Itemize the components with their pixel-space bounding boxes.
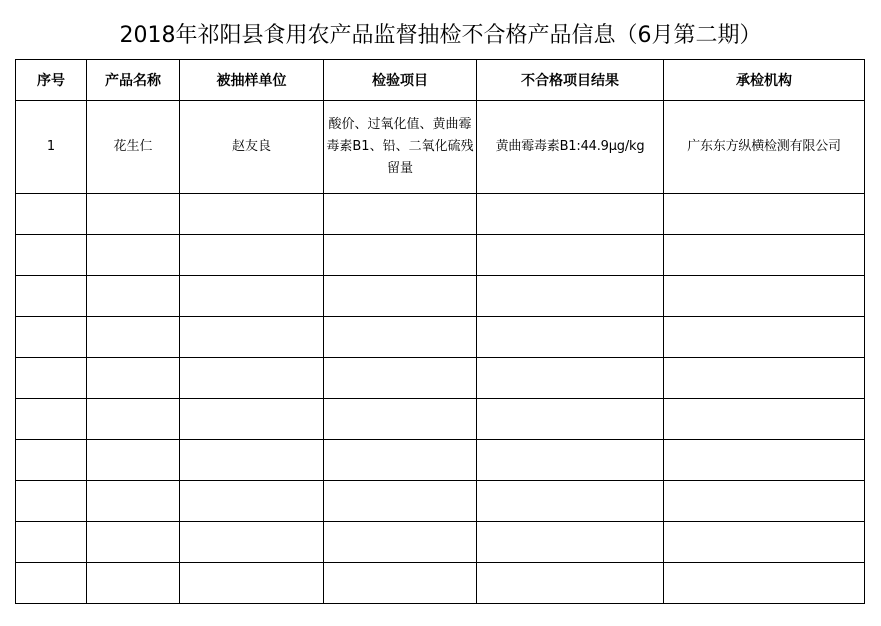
table-row	[16, 101, 865, 194]
header-failed-result: 不合格项目结果	[477, 60, 664, 101]
empty-cell	[664, 317, 865, 358]
inspection-table	[15, 59, 865, 604]
empty-cell	[324, 276, 477, 317]
empty-cell	[180, 317, 324, 358]
empty-cell	[664, 235, 865, 276]
empty-cell	[664, 194, 865, 235]
empty-cell	[477, 481, 664, 522]
empty-cell	[477, 440, 664, 481]
empty-cell	[477, 563, 664, 604]
empty-row	[16, 399, 865, 440]
empty-cell	[664, 522, 865, 563]
empty-cell	[87, 276, 180, 317]
cell-failed-result: 黄曲霉毒素B1:44.9μg/kg	[477, 101, 664, 194]
empty-cell	[180, 276, 324, 317]
empty-cell	[87, 440, 180, 481]
empty-cell	[16, 358, 87, 399]
empty-cell	[664, 563, 865, 604]
empty-row	[16, 317, 865, 358]
empty-cell	[16, 481, 87, 522]
empty-cell	[180, 235, 324, 276]
empty-cell	[16, 440, 87, 481]
empty-cell	[324, 522, 477, 563]
empty-cell	[664, 481, 865, 522]
empty-row	[16, 522, 865, 563]
header-sampled-unit: 被抽样单位	[180, 60, 324, 101]
empty-cell	[664, 440, 865, 481]
empty-row	[16, 440, 865, 481]
empty-cell	[477, 194, 664, 235]
empty-cell	[16, 235, 87, 276]
empty-cell	[180, 481, 324, 522]
empty-row	[16, 563, 865, 604]
empty-cell	[180, 563, 324, 604]
empty-cell	[87, 563, 180, 604]
empty-cell	[664, 358, 865, 399]
empty-cell	[87, 317, 180, 358]
empty-cell	[16, 563, 87, 604]
empty-cell	[477, 276, 664, 317]
empty-cell	[16, 399, 87, 440]
cell-index: 1	[16, 101, 87, 194]
empty-cell	[477, 522, 664, 563]
empty-cell	[180, 522, 324, 563]
empty-cell	[664, 276, 865, 317]
cell-test-items: 酸价、过氧化值、黄曲霉毒素B1、铅、二氧化硫残留量	[324, 101, 477, 194]
empty-cell	[180, 399, 324, 440]
table-header-row	[16, 60, 865, 101]
empty-row	[16, 235, 865, 276]
empty-cell	[180, 440, 324, 481]
empty-cell	[180, 358, 324, 399]
header-testing-agency: 承检机构	[664, 60, 865, 101]
empty-cell	[477, 317, 664, 358]
empty-cell	[324, 481, 477, 522]
empty-cell	[324, 194, 477, 235]
empty-cell	[87, 235, 180, 276]
empty-cell	[16, 194, 87, 235]
empty-row	[16, 481, 865, 522]
empty-cell	[324, 440, 477, 481]
empty-cell	[477, 235, 664, 276]
empty-cell	[324, 235, 477, 276]
header-index: 序号	[16, 60, 87, 101]
cell-testing-agency: 广东东方纵横检测有限公司	[664, 101, 865, 194]
empty-cell	[324, 317, 477, 358]
empty-cell	[87, 399, 180, 440]
empty-cell	[324, 563, 477, 604]
empty-cell	[324, 358, 477, 399]
empty-cell	[87, 481, 180, 522]
cell-product-name: 花生仁	[87, 101, 180, 194]
page-title: 2018年祁阳县食用农产品监督抽检不合格产品信息（6月第二期）	[119, 23, 762, 48]
empty-cell	[324, 399, 477, 440]
empty-cell	[664, 399, 865, 440]
empty-cell	[87, 522, 180, 563]
empty-row	[16, 358, 865, 399]
empty-cell	[477, 399, 664, 440]
empty-row	[16, 276, 865, 317]
empty-cell	[180, 194, 324, 235]
empty-cell	[477, 358, 664, 399]
empty-cell	[16, 522, 87, 563]
empty-cell	[16, 276, 87, 317]
header-product-name: 产品名称	[87, 60, 180, 101]
empty-cell	[87, 194, 180, 235]
header-test-items: 检验项目	[324, 60, 477, 101]
empty-cell	[87, 358, 180, 399]
empty-row	[16, 194, 865, 235]
cell-sampled-unit: 赵友良	[180, 101, 324, 194]
empty-cell	[16, 317, 87, 358]
